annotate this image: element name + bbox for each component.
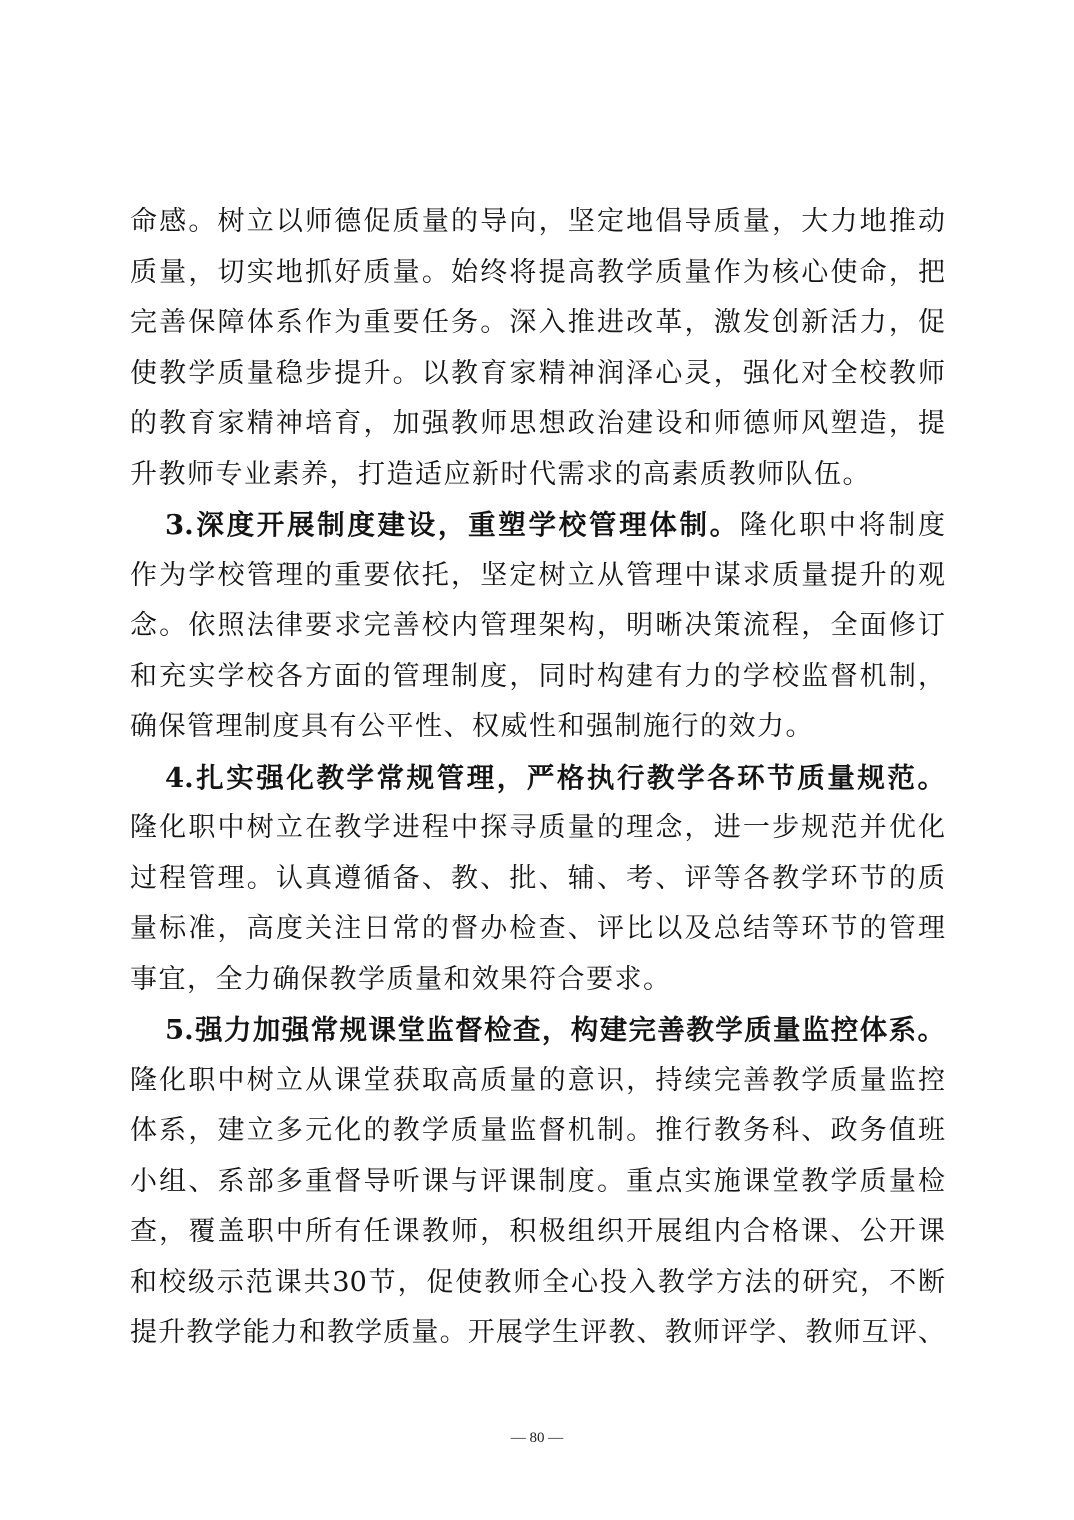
text-line: 和校级示范课共30节，促使教师全心投入教学方法的研究，不断 <box>130 1266 945 1298</box>
text-line: 完善保障体系作为重要任务。深入推进改革，激发创新活力，促 <box>130 307 945 338</box>
text-line: 隆化职中树立在教学进程中探寻质量的理念，进一步规范并优化 <box>130 812 945 843</box>
text-run: 隆化职中将制度 <box>739 510 945 541</box>
text-line: 质量，切实地抓好质量。始终将提高教学质量作为核心使命，把 <box>130 256 945 288</box>
page-number: — 80 — <box>510 1430 564 1446</box>
paragraph <box>130 1005 945 1359</box>
text-line: 隆化职中树立从课堂获取高质量的意识，持续完善教学质量监控 <box>130 1064 945 1096</box>
paragraph-heading: 5.强力加强常规课堂监督检查，构建完善教学质量监控体系。 <box>165 1014 945 1046</box>
text-line: 升教师专业素养，打造适应新时代需求的高素质教师队伍。 <box>130 458 871 490</box>
text-line: 念。依照法律要求完善校内管理架构，明晰决策流程，全面修订 <box>130 610 945 641</box>
text-line: 确保管理制度具有公平性、权威性和强制施行的效力。 <box>130 711 814 742</box>
text-line: 的教育家精神培育，加强教师思想政治建设和师德师风塑造，提 <box>130 408 945 439</box>
text-line: 作为学校管理的重要依托，坚定树立从管理中谋求质量提升的观 <box>130 559 945 591</box>
text-line: 和充实学校各方面的管理制度，同时构建有力的学校监督机制， <box>130 660 945 692</box>
paragraph <box>130 500 945 753</box>
text-line: 体系，建立多元化的教学质量监督机制。推行教务科、政务值班 <box>130 1115 945 1146</box>
text-line <box>130 500 945 551</box>
text-line: 查，覆盖职中所有任课教师，积极组织开展组内合格课、公开课 <box>130 1216 945 1247</box>
text-line <box>130 753 945 804</box>
paragraph <box>130 197 945 500</box>
text-line: 小组、系部多重督导听课与评课制度。重点实施课堂教学质量检 <box>130 1165 945 1197</box>
text-line: 过程管理。认真遵循备、教、批、辅、考、评等各教学环节的质 <box>130 862 945 894</box>
body-text <box>130 197 945 1359</box>
text-line: 提升教学能力和教学质量。开展学生评教、教师评学、教师互评、 <box>130 1317 945 1348</box>
text-line: 命感。树立以师德促质量的导向，坚定地倡导质量，大力地推动 <box>130 206 945 237</box>
text-line: 事宜，全力确保教学质量和效果符合要求。 <box>130 963 672 995</box>
text-line: 使教学质量稳步提升。以教育家精神润泽心灵，强化对全校教师 <box>130 357 945 389</box>
text-line <box>130 1005 945 1056</box>
paragraph-heading: 4.扎实强化教学常规管理，严格执行教学各环节质量规范。 <box>165 761 945 794</box>
paragraph <box>130 753 945 1006</box>
text-line: 量标准，高度关注日常的督办检查、评比以及总结等环节的管理 <box>130 913 945 944</box>
paragraph-heading: 3.深度开展制度建设，重塑学校管理体制。 <box>165 509 740 541</box>
